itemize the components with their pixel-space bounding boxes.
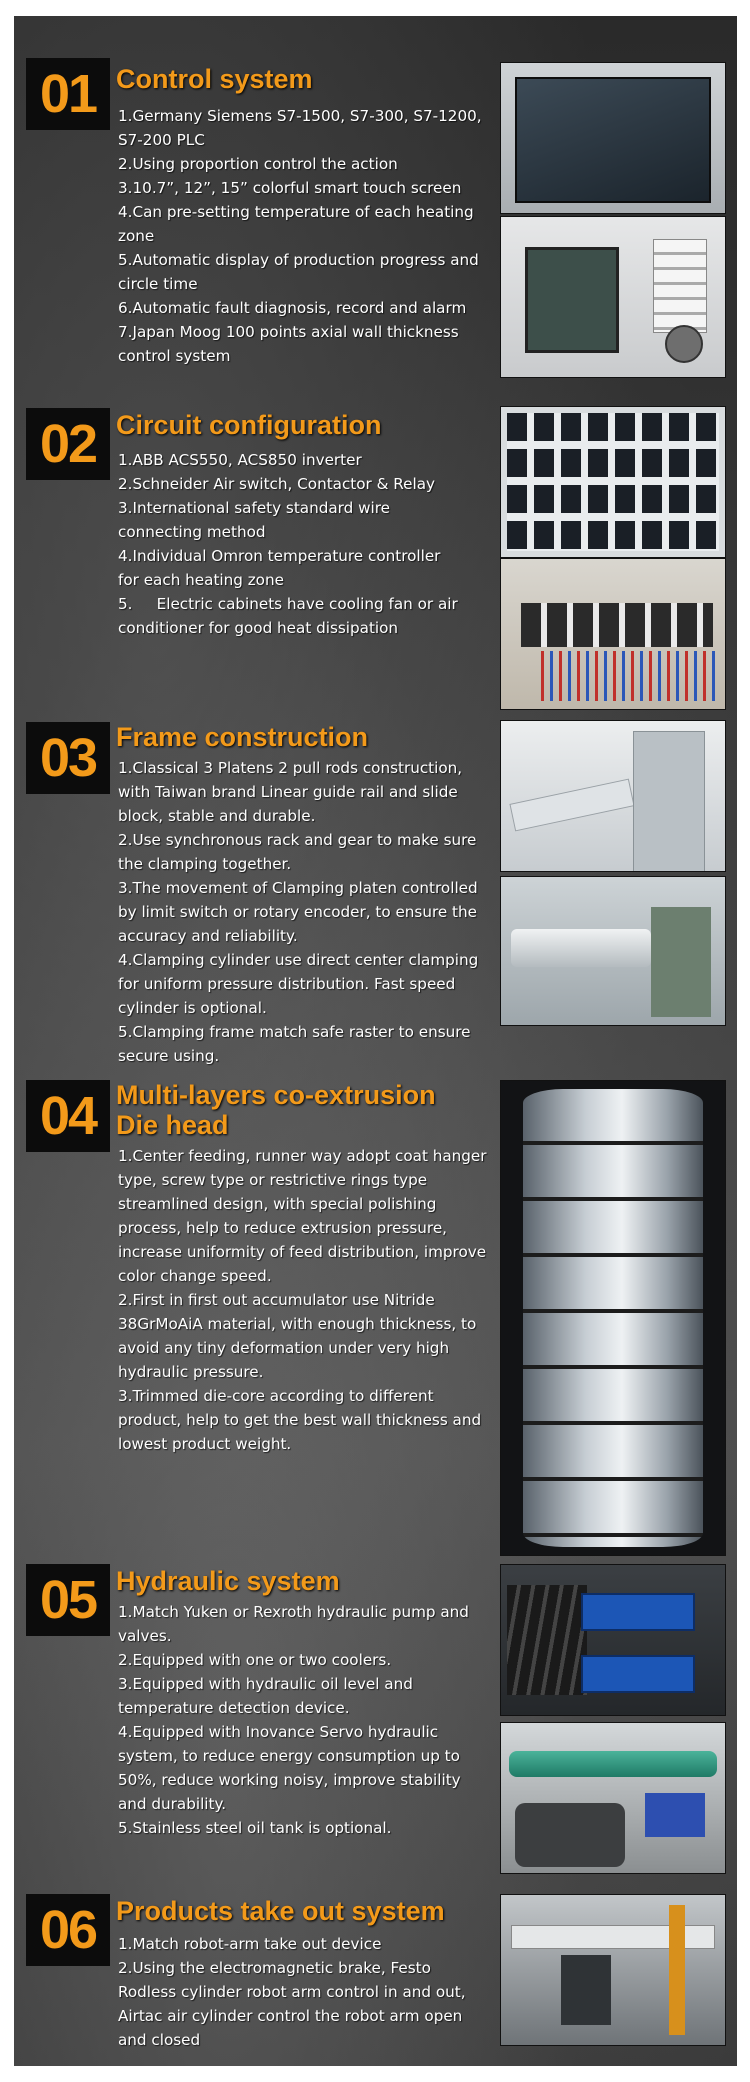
feature-line: 5.Stainless steel oil tank is optional. xyxy=(118,1819,392,1837)
section-die-head xyxy=(14,1056,737,1556)
take-out-robot-arm-photo xyxy=(500,1894,726,2046)
feature-line: 6.Automatic fault diagnosis, record and alarm xyxy=(118,299,467,317)
feature-panel xyxy=(14,16,737,2066)
feature-line: 7.Japan Moog 100 points axial wall thickness control system xyxy=(118,323,459,365)
feature-line: 2.Schneider Air switch, Contactor & Relay xyxy=(118,475,436,493)
feature-line: 4.Individual Omron temperature controller for each heating zone xyxy=(118,547,441,589)
feature-line: 1.Match robot-arm take out device xyxy=(118,1935,382,1953)
feature-line: 2.Equipped with one or two coolers. xyxy=(118,1651,392,1669)
feature-line: 1.Germany Siemens S7-1500, S7-300, S7-1200, S7-200 PLC xyxy=(118,107,482,149)
section-title: Multi-layers co-extrusion Die head xyxy=(116,1080,436,1140)
section-title: Frame construction xyxy=(116,722,369,752)
parison-programmer-photo xyxy=(500,216,726,378)
feature-line: 2.Using the electromagnetic brake, Festo Rodless cylinder robot arm control in and out, Airtac air cylinder control the robot arm open and closed xyxy=(118,1959,466,2049)
section-hydraulic-system xyxy=(14,1556,737,1896)
feature-line: 1.Center feeding, runner way adopt coat hanger type, screw type or restrictive rings type streamlined design, with special polishing process, help to reduce extrusion pressure, increase uniformity of feed distribution, improve color change speed. xyxy=(118,1147,487,1285)
feature-line: 4.Equipped with Inovance Servo hydraulic system, to reduce energy consumption up to 50%, reduce working noisy, improve stability and durability. xyxy=(118,1723,461,1813)
section-body xyxy=(118,104,494,368)
section-take-out-system xyxy=(14,1886,737,2066)
section-number: 03 xyxy=(26,722,110,794)
feature-line: 3.Equipped with hydraulic oil level and temperature detection device. xyxy=(118,1675,413,1717)
section-control-system xyxy=(14,16,737,396)
feature-line: 4.Clamping cylinder use direct center clamping for uniform pressure distribution. Fast speed cylinder is optional. xyxy=(118,951,479,1017)
feature-line: 5.Clamping frame match safe raster to ensure secure using. xyxy=(118,1023,471,1065)
feature-line: 4.Can pre-setting temperature of each heating zone xyxy=(118,203,474,245)
feature-line: 5.Automatic display of production progress and circle time xyxy=(118,251,479,293)
section-title: Hydraulic system xyxy=(116,1566,340,1596)
feature-line: 3.10.7”, 12”, 15” colorful smart touch screen xyxy=(118,179,462,197)
section-number: 06 xyxy=(26,1894,110,1966)
feature-line: 2.Use synchronous rack and gear to make sure the clamping together. xyxy=(118,831,477,873)
siemens-touch-panel-photo xyxy=(500,62,726,214)
section-body xyxy=(118,1144,494,1456)
feature-line: 1.ABB ACS550, ACS850 inverter xyxy=(118,451,362,469)
electric-cabinet-wiring-photo xyxy=(500,558,726,710)
section-body xyxy=(118,1600,494,1840)
feature-line: 2.First in first out accumulator use Nitride 38GrMoAiA material, with enough thickness, to avoid any tiny deformation under very high hydraulic pressure. xyxy=(118,1291,477,1381)
section-title: Circuit configuration xyxy=(116,410,382,440)
feature-line: 3.The movement of Clamping platen controlled by limit switch or rotary encoder, to ensure the accuracy and reliability. xyxy=(118,879,478,945)
section-circuit-configuration xyxy=(14,386,737,706)
feature-line: 2.Using proportion control the action xyxy=(118,155,398,173)
clamping-frame-photo xyxy=(500,720,726,872)
feature-line: 5. Electric cabinets have cooling fan or air conditioner for good heat dissipation xyxy=(118,595,463,637)
section-body xyxy=(118,756,494,1068)
multi-layer-die-head-photo xyxy=(500,1080,726,1556)
feature-line: 3.Trimmed die-core according to different product, help to get the best wall thickness and lowest product weight. xyxy=(118,1387,482,1453)
section-number: 04 xyxy=(26,1080,110,1152)
temperature-controllers-photo xyxy=(500,406,726,558)
feature-line: 3.International safety standard wire connecting method xyxy=(118,499,391,541)
section-number: 01 xyxy=(26,58,110,130)
clamping-cylinder-photo xyxy=(500,876,726,1026)
feature-line: 1.Match Yuken or Rexroth hydraulic pump and valves. xyxy=(118,1603,469,1645)
servo-pump-cooler-photo xyxy=(500,1722,726,1874)
section-body xyxy=(118,1932,468,2052)
section-number: 02 xyxy=(26,408,110,480)
section-frame-construction xyxy=(14,706,737,1086)
hydraulic-valves-photo xyxy=(500,1564,726,1716)
feature-line: 1.Classical 3 Platens 2 pull rods construction, with Taiwan brand Linear guide rail and slide block, stable and durable. xyxy=(118,759,463,825)
section-title: Control system xyxy=(116,64,313,94)
section-number: 05 xyxy=(26,1564,110,1636)
section-title: Products take out system xyxy=(116,1896,445,1926)
section-body xyxy=(118,448,463,640)
